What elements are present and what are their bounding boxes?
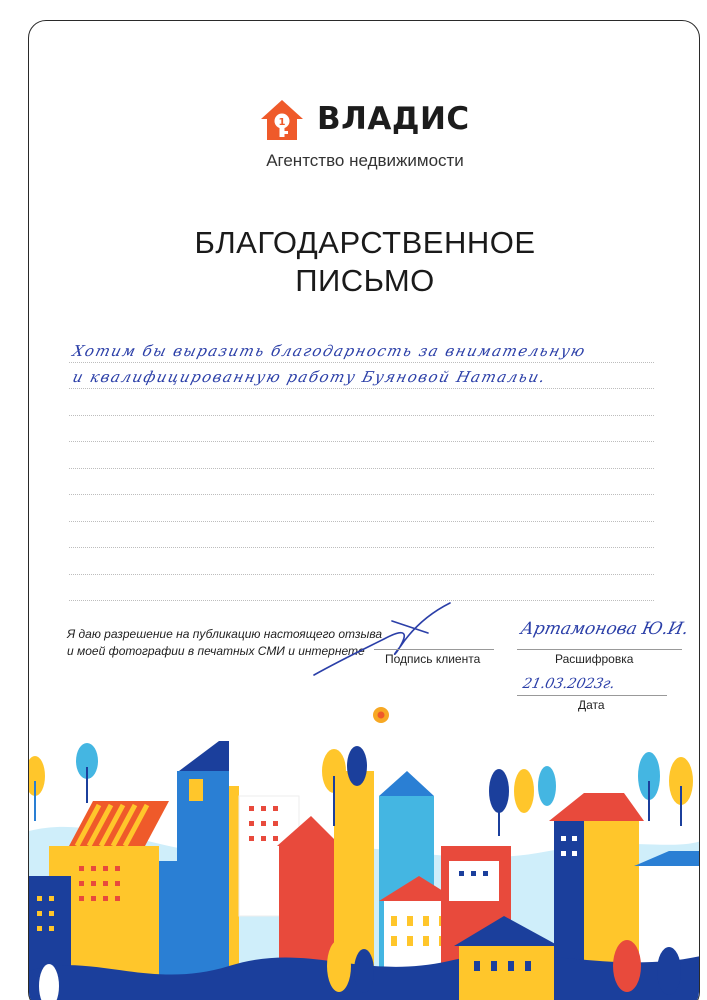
writing-line: [69, 522, 654, 549]
writing-line: [69, 495, 654, 522]
writing-line: [69, 416, 654, 443]
writing-line: [69, 575, 654, 602]
letter-lines: [69, 336, 654, 601]
title-line-2: ПИСЬМО: [295, 263, 435, 298]
letter-sheet: [28, 20, 700, 1000]
brand-tagline: Агентство недвижимости: [266, 151, 464, 170]
logo-number: 1: [278, 117, 286, 128]
handwritten-text: и квалифицированную работу Буяновой Натальи.: [70, 368, 549, 386]
writing-line: [69, 389, 654, 416]
document-title: [29, 224, 700, 300]
handwritten-text: Хотим бы выразить благодарность за внимательную: [70, 341, 589, 360]
brand-logo: [259, 97, 509, 157]
title-line-1: БЛАГОДАРСТВЕННОЕ: [194, 225, 536, 260]
house-key-icon: [259, 97, 305, 143]
date-line: [517, 695, 667, 696]
city-illustration: [29, 701, 700, 1000]
decoding-label: Расшифровка: [555, 652, 634, 666]
brand-name: ВЛАДИС: [317, 101, 470, 137]
signature-label: Подпись клиента: [385, 652, 481, 666]
consent-text: Я даю разрешение на публикацию настоящего отзыва и моей фотографии в печатных СМИ и интернете: [67, 627, 382, 658]
writing-line: [69, 363, 654, 390]
date-value: 21.03.2023г.: [521, 676, 617, 692]
writing-line: [69, 548, 654, 575]
writing-line: [69, 469, 654, 496]
decoding-value: Артамонова Ю.И.: [518, 619, 691, 639]
signature-line: [374, 649, 494, 650]
client-signature: [304, 599, 464, 681]
writing-line: [69, 442, 654, 469]
decoding-line: [517, 649, 682, 650]
date-label: Дата: [578, 698, 605, 712]
writing-line: [69, 336, 654, 363]
